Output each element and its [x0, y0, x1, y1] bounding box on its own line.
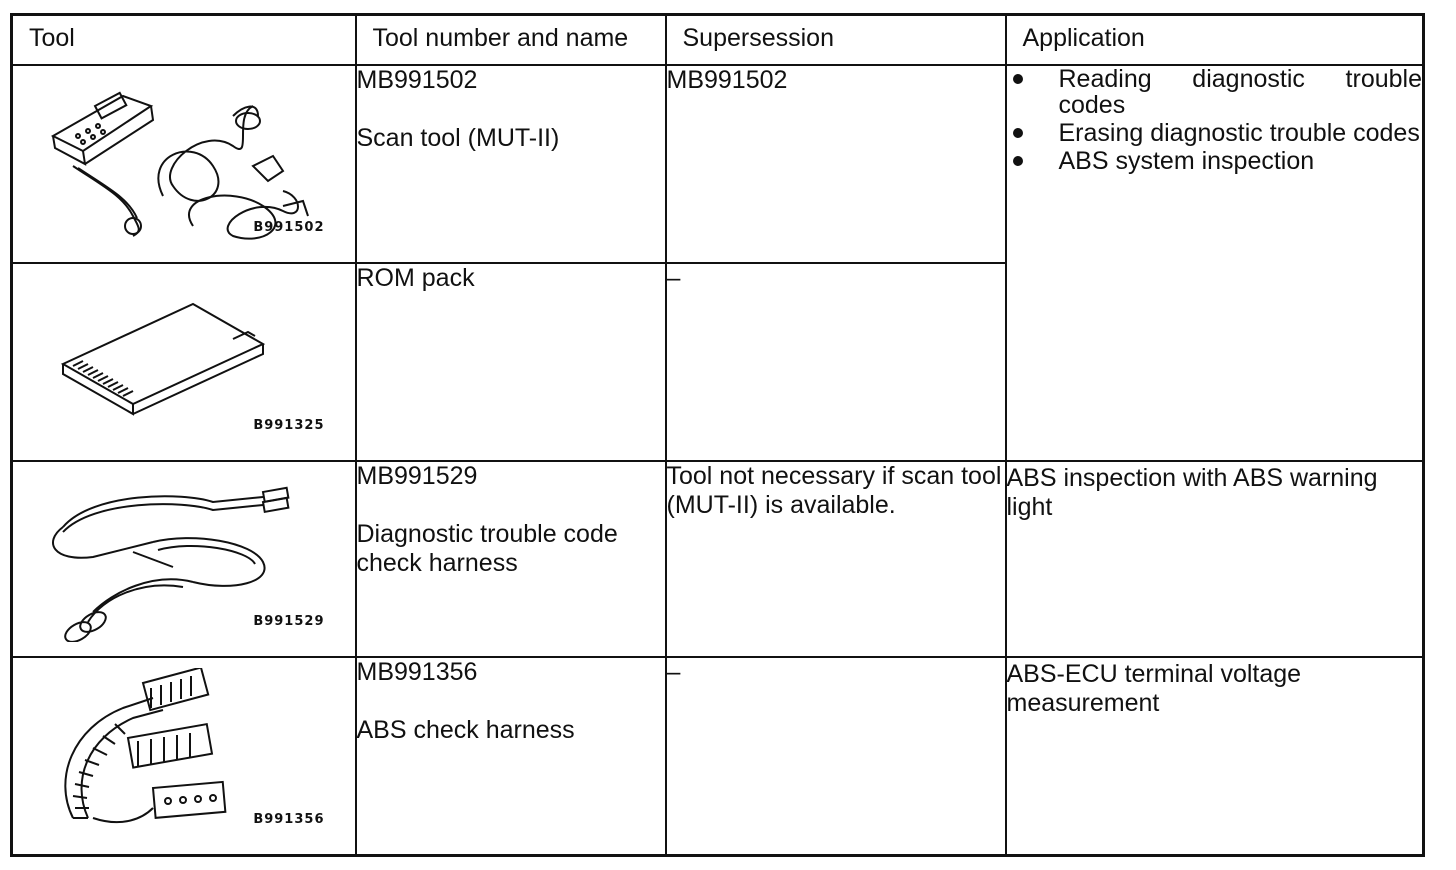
supersession-cell: Tool not necessary if scan tool (MUT-II) is available.	[666, 461, 1006, 657]
list-item: ABS system inspection	[1007, 148, 1423, 174]
tool-image-cell	[12, 657, 356, 856]
figure-code: B991356	[253, 811, 325, 827]
tool-number: MB991502	[356, 65, 478, 94]
header-tool-number-name: Tool number and name	[356, 15, 666, 65]
header-row	[12, 15, 1424, 65]
table-row	[12, 657, 1424, 856]
supersession-cell: –	[666, 657, 1006, 856]
header-application: Application	[1006, 15, 1424, 65]
application-text: ABS-ECU terminal voltage measurement	[1006, 659, 1302, 717]
header-supersession: Supersession	[666, 15, 1006, 65]
list-item: Erasing diagnostic trouble codes	[1007, 120, 1423, 146]
figure-code: B991502	[253, 219, 325, 235]
application-cell	[1006, 657, 1424, 856]
tool-name: Diagnostic trouble code check harness	[356, 519, 618, 577]
application-list	[1007, 66, 1423, 174]
application-cell	[1006, 461, 1424, 657]
tool-name: Scan tool (MUT-II)	[356, 123, 560, 152]
bullet-icon	[1013, 156, 1023, 166]
figure-code: B991529	[253, 613, 325, 629]
tool-number-name-cell	[356, 461, 666, 657]
tool-number: MB991529	[356, 461, 478, 490]
supersession-cell: –	[666, 263, 1006, 461]
tool-image-cell	[12, 263, 356, 461]
table-row	[12, 65, 1424, 263]
supersession-cell: MB991502	[666, 65, 1006, 263]
bullet-icon	[1013, 128, 1023, 138]
tool-image-cell	[12, 461, 356, 657]
list-item: Reading diagnostic trouble codes	[1007, 66, 1423, 118]
tool-number-name-cell	[356, 657, 666, 856]
tool-name: ABS check harness	[356, 715, 575, 744]
bullet-icon	[1013, 74, 1023, 84]
tool-image-cell	[12, 65, 356, 263]
application-cell	[1006, 65, 1424, 461]
tool-name: ROM pack	[356, 263, 475, 292]
application-text: ABS inspection with ABS warning light	[1006, 463, 1378, 521]
header-tool: Tool	[12, 15, 356, 65]
special-tools-table	[10, 13, 1425, 857]
tool-number-name-cell	[356, 263, 666, 461]
figure-code: B991325	[253, 417, 325, 433]
tool-number: MB991356	[356, 657, 478, 686]
tool-number-name-cell	[356, 65, 666, 263]
table-row	[12, 461, 1424, 657]
